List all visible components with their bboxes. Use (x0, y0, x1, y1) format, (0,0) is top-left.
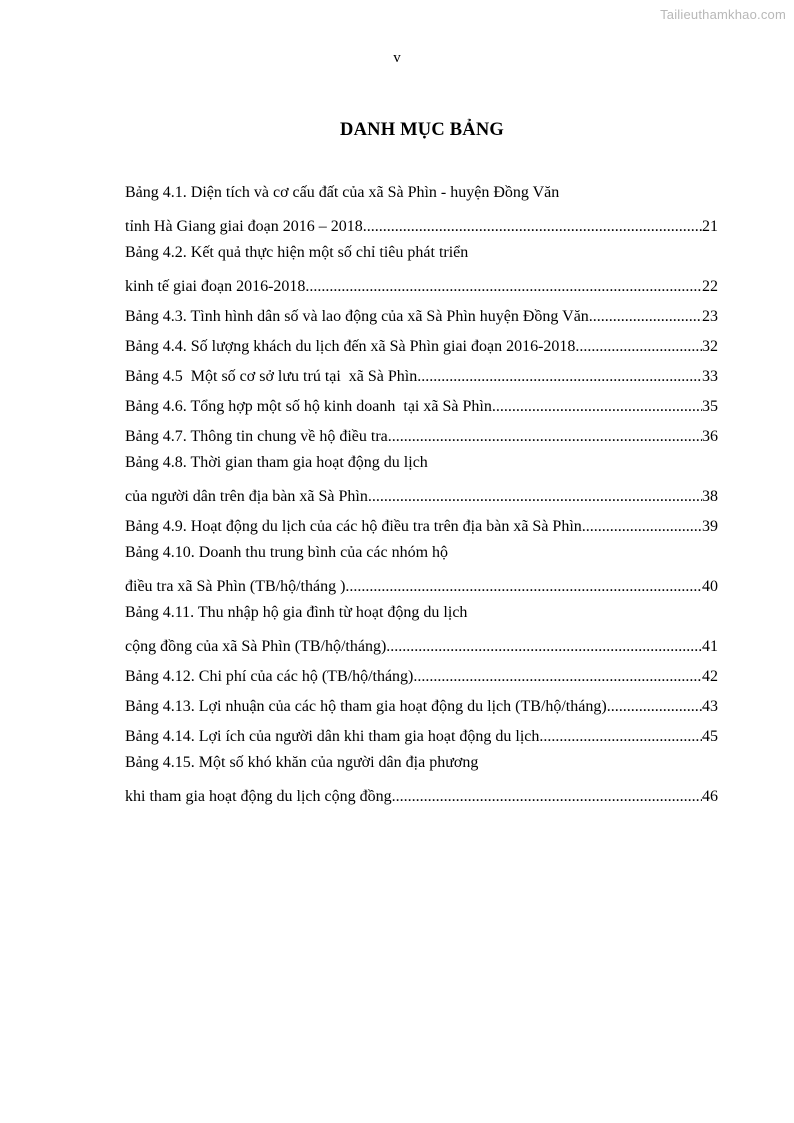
toc-entry[interactable] (125, 390, 718, 420)
toc-entry-title: Bảng 4.5 Một số cơ sở lưu trú tại xã Sà Phìn (125, 368, 418, 385)
toc-page-number: 21 (702, 218, 718, 235)
dot-leader (368, 484, 702, 510)
dot-leader (413, 664, 702, 690)
toc-entry-line1: Bảng 4.11. Thu nhập hộ gia đình từ hoạt động du lịch (125, 604, 468, 621)
toc-page-number: 39 (702, 518, 718, 535)
toc-entry[interactable] (125, 660, 718, 690)
toc-entry-title: Bảng 4.7. Thông tin chung về hộ điều tra (125, 428, 388, 445)
toc-page-number: 22 (702, 278, 718, 295)
toc-entry[interactable] (125, 480, 718, 510)
dot-leader (388, 424, 702, 450)
toc-entry-title: tỉnh Hà Giang giai đoạn 2016 – 2018 (125, 218, 363, 235)
toc-entry-line1: Bảng 4.2. Kết quả thực hiện một số chỉ tiêu phát triển (125, 244, 469, 261)
toc-entry-title: Bảng 4.9. Hoạt động du lịch của các hộ điều tra trên địa bàn xã Sà Phìn (125, 518, 582, 535)
toc-entry[interactable] (125, 780, 718, 810)
toc-entry[interactable] (125, 210, 718, 240)
dot-leader (392, 784, 702, 810)
dot-leader (386, 634, 702, 660)
dot-leader (607, 694, 702, 720)
toc-entry-title: điều tra xã Sà Phìn (TB/hộ/tháng ) (125, 578, 346, 595)
toc-entry[interactable] (125, 720, 718, 750)
toc-entry-title: kinh tế giai đoạn 2016-2018 (125, 278, 306, 295)
toc-entry-title: Bảng 4.3. Tình hình dân số và lao động của xã Sà Phìn huyện Đồng Văn (125, 308, 589, 325)
toc-page-number: 40 (702, 578, 718, 595)
dot-leader (539, 724, 702, 750)
toc-entry-title: Bảng 4.14. Lợi ích của người dân khi tham gia hoạt động du lịch (125, 728, 540, 745)
toc-entry-title: Bảng 4.12. Chi phí của các hộ (TB/hộ/tháng) (125, 668, 414, 685)
table-list (125, 180, 718, 810)
page-title: DANH MỤC BẢNG (340, 120, 504, 140)
toc-entry-title: khi tham gia hoạt động du lịch cộng đồng (125, 788, 392, 805)
toc-entry[interactable] (125, 330, 718, 360)
dot-leader (305, 274, 702, 300)
toc-entry[interactable] (125, 420, 718, 450)
toc-page-number: 42 (702, 668, 718, 685)
toc-entry-title: Bảng 4.13. Lợi nhuận của các hộ tham gia hoạt động du lịch (TB/hộ/tháng) (125, 698, 607, 715)
dot-leader (575, 334, 702, 360)
dot-leader (589, 304, 702, 330)
toc-entry-line1: Bảng 4.10. Doanh thu trung bình của các nhóm hộ (125, 544, 449, 561)
dot-leader (582, 514, 702, 540)
toc-entry-title: Bảng 4.6. Tổng hợp một số hộ kinh doanh tại xã Sà Phìn (125, 398, 492, 415)
toc-entry[interactable] (125, 630, 718, 660)
toc-page-number: 23 (702, 308, 718, 325)
toc-entry[interactable] (125, 690, 718, 720)
toc-entry[interactable] (125, 510, 718, 540)
watermark-text: Tailieuthamkhao.com (660, 7, 786, 22)
dot-leader (345, 574, 702, 600)
toc-page-number: 45 (702, 728, 718, 745)
toc-entry-title: cộng đồng của xã Sà Phìn (TB/hộ/tháng) (125, 638, 387, 655)
page-number: v (393, 50, 401, 66)
toc-entry-line1: Bảng 4.1. Diện tích và cơ cấu đất của xã Sà Phìn - huyện Đồng Văn (125, 184, 560, 201)
toc-page-number: 38 (702, 488, 718, 505)
toc-entry-title: Bảng 4.4. Số lượng khách du lịch đến xã Sà Phìn giai đoạn 2016-2018 (125, 338, 576, 355)
toc-entry[interactable] (125, 570, 718, 600)
toc-page-number: 41 (702, 638, 718, 655)
toc-entry[interactable] (125, 360, 718, 390)
dot-leader (492, 394, 702, 420)
dot-leader (417, 364, 702, 390)
toc-page-number: 46 (702, 788, 718, 805)
toc-entry-line1: Bảng 4.15. Một số khó khăn của người dân địa phương (125, 754, 479, 771)
toc-entry-line1: Bảng 4.8. Thời gian tham gia hoạt động du lịch (125, 454, 428, 471)
toc-page-number: 35 (702, 398, 718, 415)
toc-entry[interactable] (125, 300, 718, 330)
toc-page-number: 33 (702, 368, 718, 385)
toc-entry[interactable] (125, 270, 718, 300)
dot-leader (363, 214, 702, 240)
toc-page-number: 43 (702, 698, 718, 715)
toc-page-number: 36 (702, 428, 718, 445)
toc-entry-title: của người dân trên địa bàn xã Sà Phìn (125, 488, 368, 505)
toc-page-number: 32 (702, 338, 718, 355)
